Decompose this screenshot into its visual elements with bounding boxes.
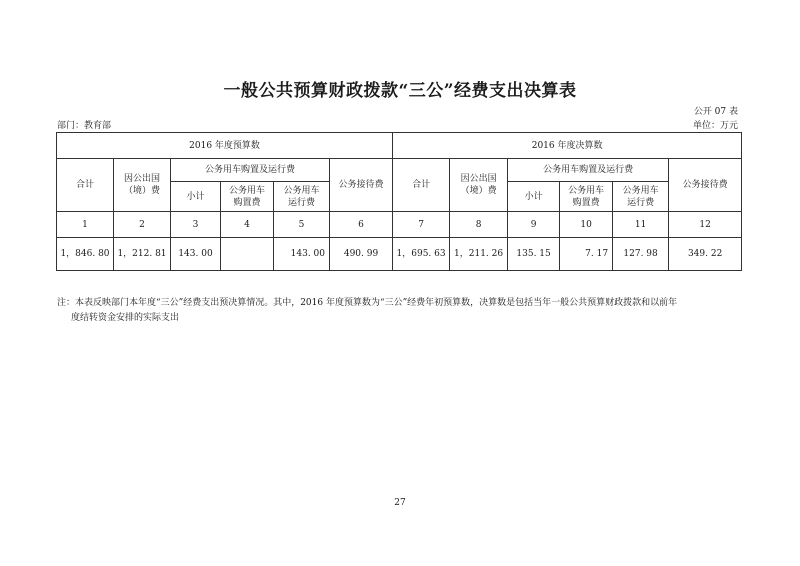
index-row — [57, 212, 742, 238]
page-title: 一般公共预算财政拨款“三公”经费支出决算表 — [223, 81, 577, 101]
budget-running-header: 公务用车 运行费 — [274, 182, 330, 212]
index-cell: 12 — [669, 212, 742, 238]
final-reception-header: 公务接待费 — [669, 159, 742, 212]
department-label: 部门：教育部 — [57, 121, 112, 131]
budget-reception-header: 公务接待费 — [330, 159, 393, 212]
final-vehicle-header: 公务用车购置及运行费 — [508, 159, 669, 182]
value-row — [57, 238, 742, 271]
budget-abroad-header: 因公出国 （境）费 — [114, 159, 171, 212]
final-subtotal-value: 135. 15 — [508, 238, 560, 271]
index-cell: 3 — [171, 212, 221, 238]
final-reception-value: 349. 22 — [669, 238, 742, 271]
index-cell: 7 — [393, 212, 450, 238]
expenditure-table — [56, 132, 742, 271]
footnote — [57, 296, 747, 326]
budget-total-header: 合计 — [57, 159, 114, 212]
final-header: 2016 年度决算数 — [393, 133, 742, 159]
index-cell: 5 — [274, 212, 330, 238]
index-cell: 9 — [508, 212, 560, 238]
budget-purchase-header: 公务用车 购置费 — [221, 182, 274, 212]
budget-purchase-value — [221, 238, 274, 271]
final-total-value: 1，695. 63 — [393, 238, 450, 271]
budget-reception-value: 490. 99 — [330, 238, 393, 271]
budget-subtotal-value: 143. 00 — [171, 238, 221, 271]
index-cell: 1 — [57, 212, 114, 238]
final-abroad-value: 1，211. 26 — [450, 238, 508, 271]
index-cell: 2 — [114, 212, 171, 238]
unit-label: 单位：万元 — [692, 121, 738, 131]
group-header-row — [57, 133, 742, 159]
footnote-line-2: 度结转资金安排的实际支出 — [71, 313, 180, 323]
page-number: 27 — [394, 498, 406, 508]
column-header-row — [57, 159, 742, 182]
final-running-value: 127. 98 — [613, 238, 669, 271]
index-cell: 4 — [221, 212, 274, 238]
index-cell: 8 — [450, 212, 508, 238]
index-cell: 6 — [330, 212, 393, 238]
budget-header: 2016 年度预算数 — [57, 133, 393, 159]
final-abroad-header: 因公出国 （境）费 — [450, 159, 508, 212]
final-subtotal-header: 小计 — [508, 182, 560, 212]
form-code: 公开 07 表 — [693, 107, 738, 117]
footnote-line-1: 注：本表反映部门本年度“三公”经费支出预决算情况。其中，2016 年度预算数为“三公”经费年初预算数，决算数是包括当年一般公共预算财政拨款和以前年 — [57, 298, 678, 308]
budget-abroad-value: 1，212. 81 — [114, 238, 171, 271]
final-running-header: 公务用车 运行费 — [613, 182, 669, 212]
index-cell: 11 — [613, 212, 669, 238]
index-cell: 10 — [560, 212, 613, 238]
budget-total-value: 1，846. 80 — [57, 238, 114, 271]
final-purchase-value: 7. 17 — [560, 238, 613, 271]
final-total-header: 合计 — [393, 159, 450, 212]
budget-running-value: 143. 00 — [274, 238, 330, 271]
budget-subtotal-header: 小计 — [171, 182, 221, 212]
budget-vehicle-header: 公务用车购置及运行费 — [171, 159, 330, 182]
final-purchase-header: 公务用车 购置费 — [560, 182, 613, 212]
